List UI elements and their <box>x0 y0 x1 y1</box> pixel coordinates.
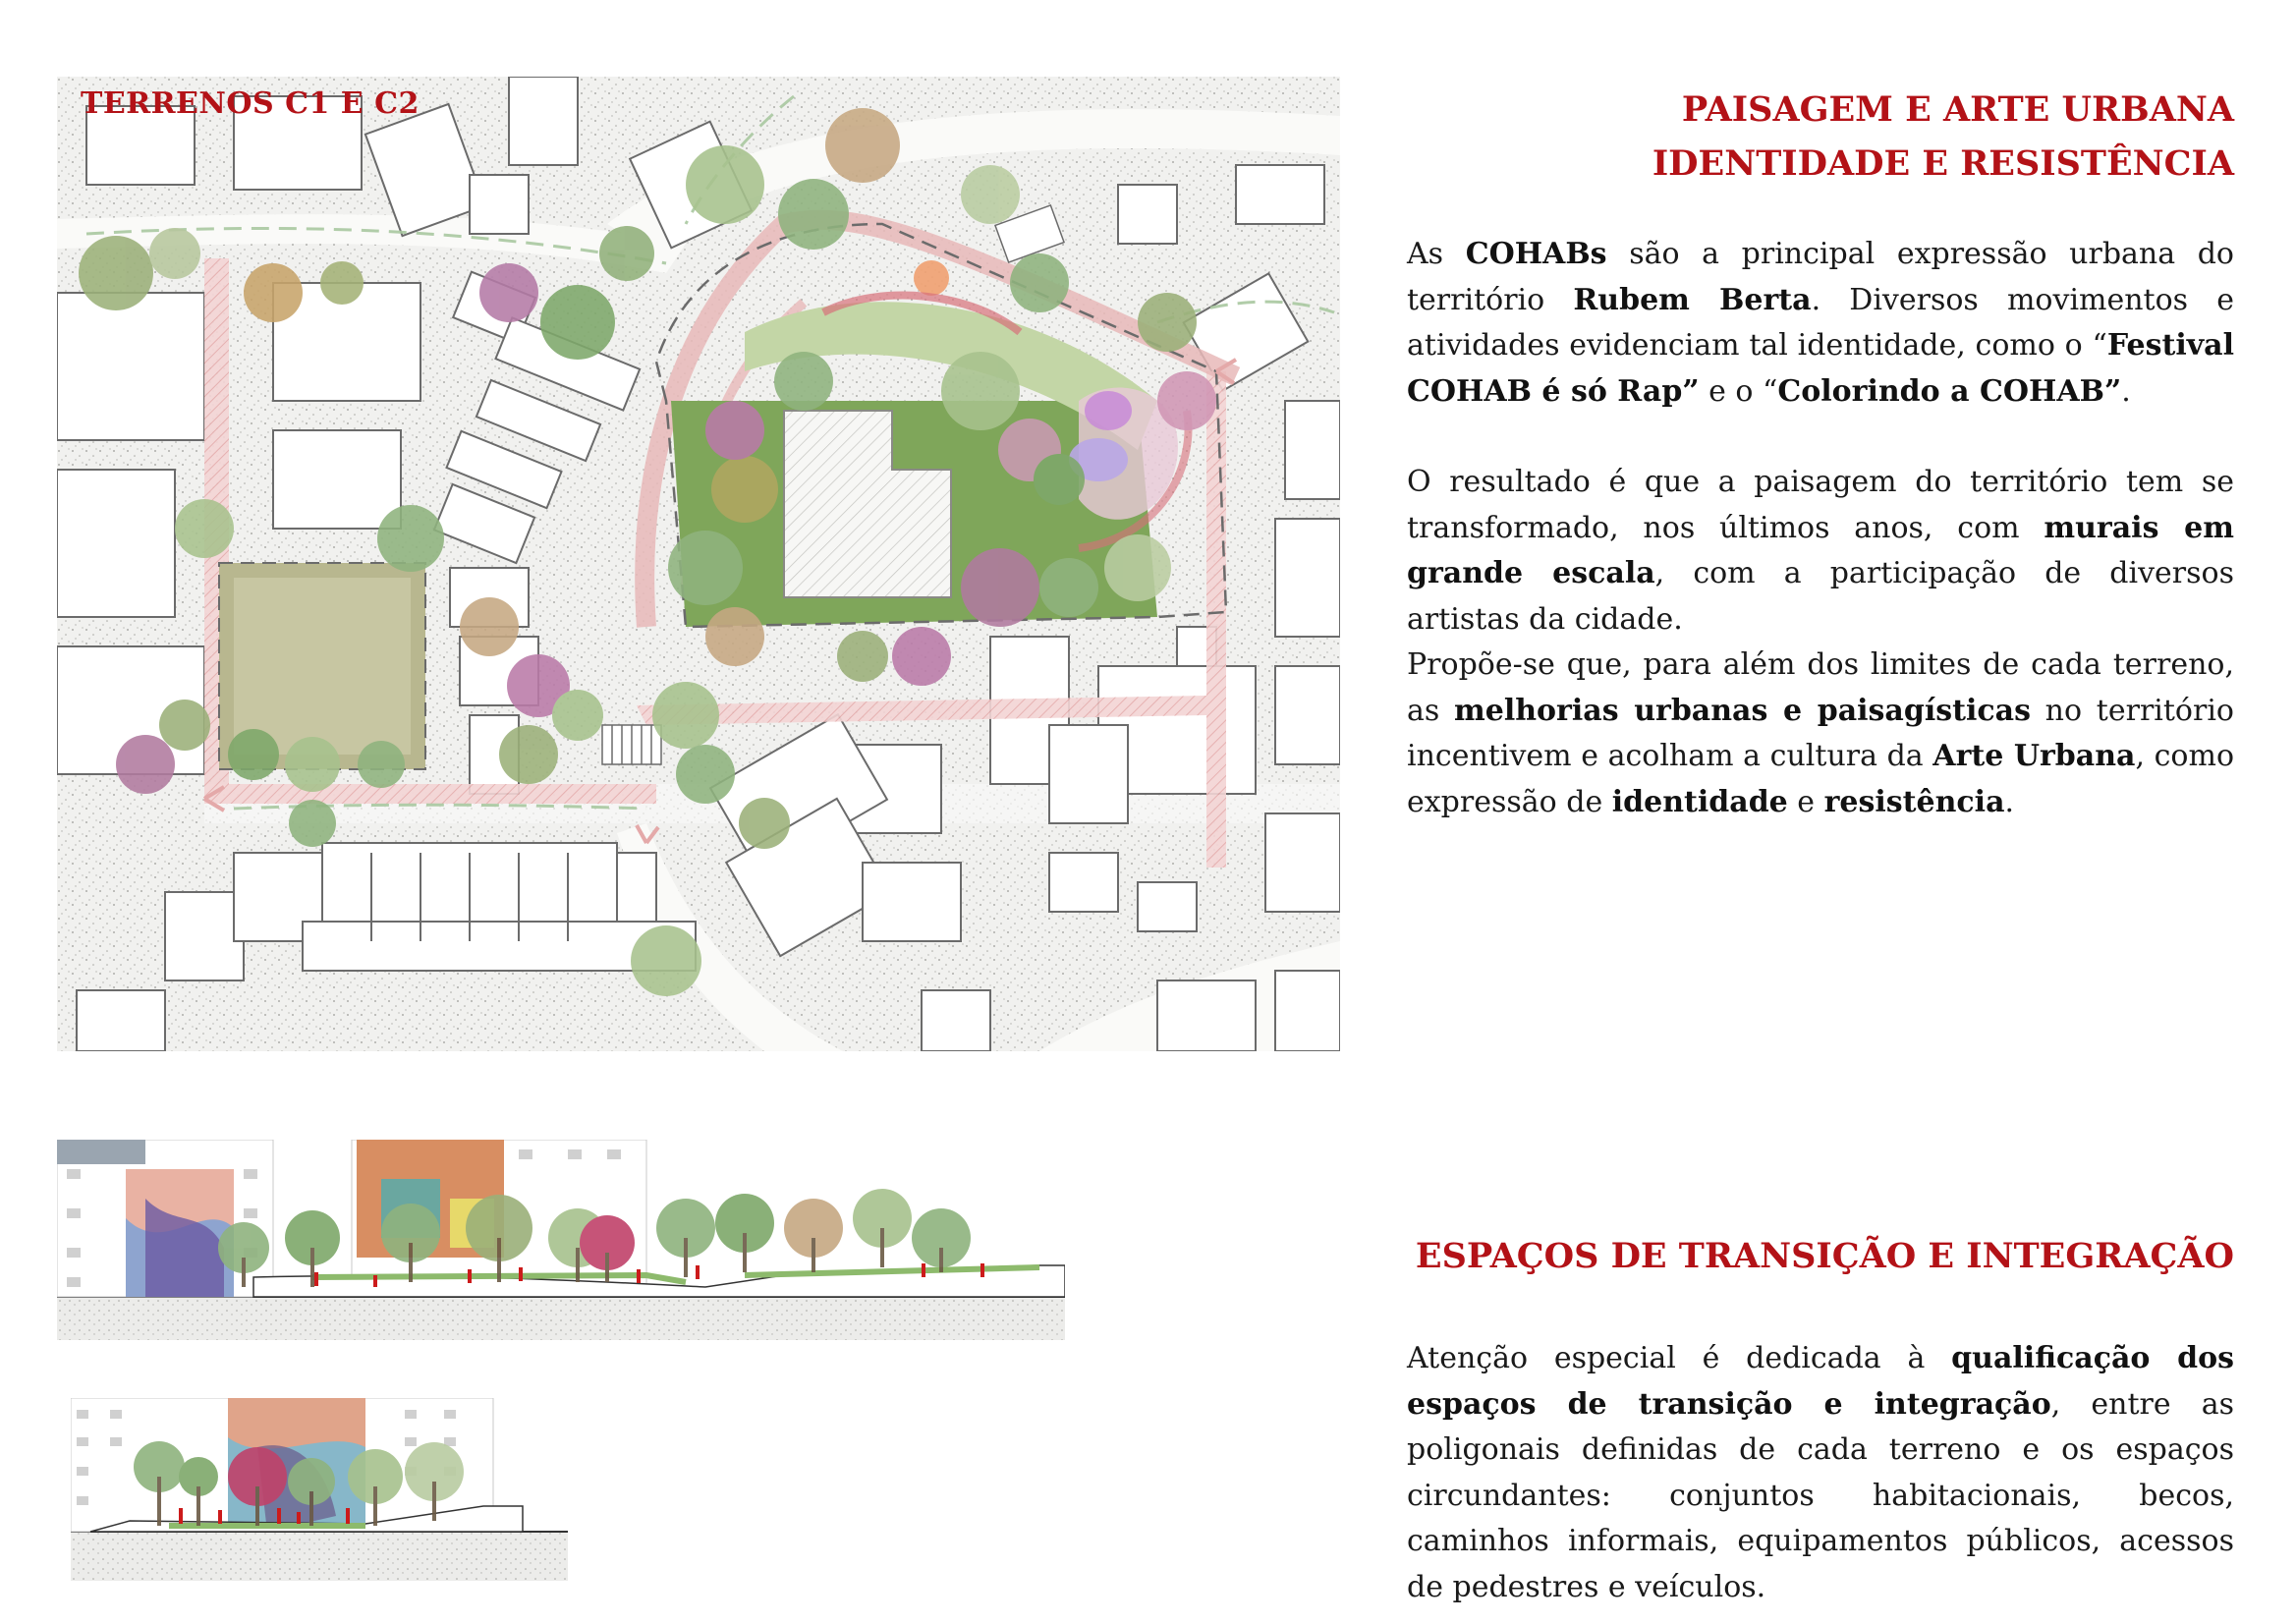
bold-text: Colorindo a COHAB” <box>1777 373 2122 409</box>
text: e o “ <box>1699 373 1778 409</box>
heading-espacos: ESPAÇOS DE TRANSIÇÃO E INTEGRAÇÃO <box>1415 1236 2234 1276</box>
section-drawing-1 <box>57 1140 1065 1340</box>
text: e <box>1787 784 1824 819</box>
text: . <box>2121 373 2131 409</box>
text: As <box>1407 237 1466 271</box>
bold-text: resistência <box>1823 784 2005 819</box>
bold-text: Arte Urbana <box>1932 739 2136 773</box>
plan-label: TERRENOS C1 E C2 <box>81 86 420 121</box>
paragraph-atencao <box>1407 1336 2234 1610</box>
paragraph-propoe <box>1407 643 2234 825</box>
text: são a principal expressão urbana do território <box>1407 237 2234 317</box>
heading-line-2: IDENTIDADE E RESISTÊNCIA <box>1652 143 2234 184</box>
bold-text: COHABs <box>1465 237 1607 271</box>
text: Propõe-se que, para além dos limites de cada terreno, as <box>1407 647 2234 728</box>
paragraph-resultado <box>1407 460 2234 643</box>
text: , entre as poligonais definidas de cada terreno e os espaços circundantes: conjuntos habitacionais, becos, caminhos informais, equipamentos públicos, acessos de pedestres e veículos. <box>1407 1386 2234 1604</box>
text: O resultado é que a paisagem do território tem se transformado, nos últimos anos, com <box>1407 465 2234 545</box>
bold-text: murais em grande escala <box>1407 510 2234 590</box>
bold-text: Rubem Berta <box>1573 282 1812 317</box>
text: . Diversos movimentos e atividades evidenciam tal identidade, como o “ <box>1407 282 2234 363</box>
paragraph-cohabs <box>1407 232 2234 415</box>
section-drawing-2 <box>71 1398 568 1581</box>
bold-text: melhorias urbanas e paisagísticas <box>1454 693 2031 728</box>
text: , com a participação de diversos artistas da cidade. <box>1407 556 2234 637</box>
heading-paisagem <box>1652 83 2234 191</box>
text: no território incentivem e acolham a cultura da <box>1407 693 2234 773</box>
text: Atenção especial é dedicada à <box>1407 1341 1952 1375</box>
heading-line-1: PAISAGEM E ARTE URBANA <box>1681 89 2234 130</box>
site-plan-image <box>57 77 1340 1051</box>
bold-text: Festival COHAB é só Rap” <box>1407 328 2234 409</box>
bold-text: qualificação dos espaços de transição e integração <box>1407 1341 2235 1422</box>
text: . <box>2004 784 2015 819</box>
bold-text: identidade <box>1611 784 1788 819</box>
text: , como expressão de <box>1407 739 2235 819</box>
